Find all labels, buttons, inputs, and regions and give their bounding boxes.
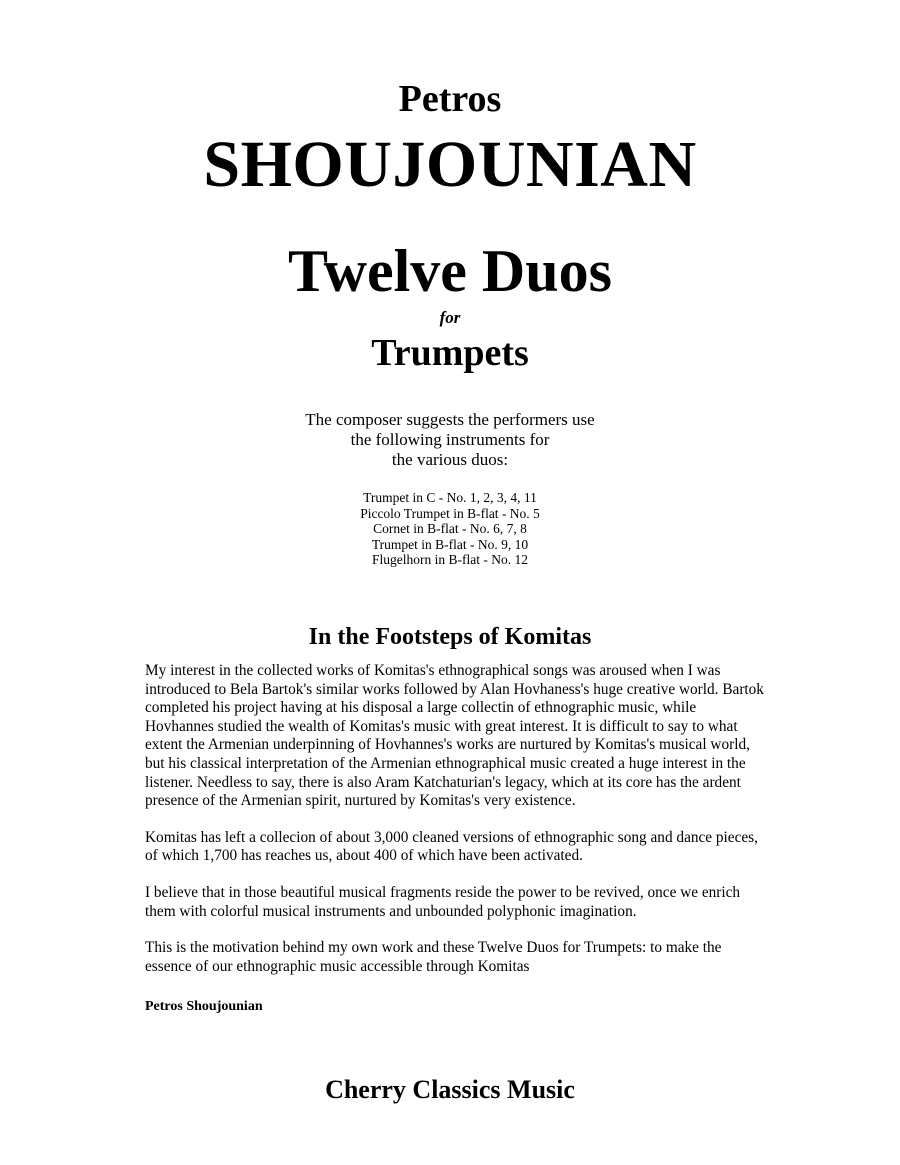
essay-line: of which 1,700 has reaches us, about 400 of which have been activated. bbox=[145, 847, 583, 865]
instrument-list-item: Trumpet in B-flat - No. 9, 10 bbox=[371, 536, 529, 552]
essay-paragraph bbox=[145, 662, 765, 811]
essay-line: Komitas has left a collecion of about 3,000 cleaned versions of ethnographic song and dance pieces, bbox=[145, 828, 758, 846]
composer-last-name: SHOUJOUNIAN bbox=[203, 128, 697, 201]
essay-paragraph bbox=[145, 829, 765, 866]
instrument-title: Trumpets bbox=[371, 332, 529, 374]
essay-line: completed his project having at his disposal a large collectin of ethnographic music, while bbox=[145, 699, 697, 717]
essay-line: them with colorful musical instruments and unbounded polyphonic imagination. bbox=[145, 902, 637, 920]
essay-paragraph bbox=[145, 939, 765, 976]
essay-line: I believe that in those beautiful musical fragments reside the power to be revived, once we enrich bbox=[145, 883, 741, 901]
essay-body bbox=[145, 662, 765, 994]
instrument-list-item: Piccolo Trumpet in B-flat - No. 5 bbox=[360, 505, 540, 521]
instrument-list-item: Trumpet in C - No. 1, 2, 3, 4, 11 bbox=[363, 490, 537, 505]
instrument-suggestion-intro bbox=[0, 410, 900, 470]
essay-line: presence of the Armenian spirit, nurtured by Komitas's very existence. bbox=[145, 792, 576, 810]
work-title: Twelve Duos bbox=[288, 238, 612, 304]
intro-line: the various duos: bbox=[391, 450, 509, 469]
essay-line: introduced to Bela Bartok's similar works followed by Alan Hovhaness's huge creative world. Bartok bbox=[145, 680, 764, 698]
instrument-list bbox=[0, 490, 900, 568]
essay-line: Hovhannes studied the wealth of Komitas's music with great interest. It is difficult to say to what bbox=[145, 717, 738, 735]
essay-heading: In the Footsteps of Komitas bbox=[308, 624, 592, 650]
intro-line: the following instruments for bbox=[350, 430, 550, 449]
essay-line: My interest in the collected works of Komitas's ethnographical songs was aroused when I was bbox=[145, 662, 721, 679]
essay-line: This is the motivation behind my own work and these Twelve Duos for Trumpets: to make the bbox=[145, 939, 722, 957]
instrument-list-item: Cornet in B-flat - No. 6, 7, 8 bbox=[373, 521, 527, 536]
essay-line: but his classical interpretation of the Armenian ethnographical music created a huge interest in the bbox=[145, 754, 746, 772]
publisher-name: Cherry Classics Music bbox=[325, 1075, 575, 1104]
essay-line: extent the Armenian underpinning of Hovhannes's works are nurtured by Komitas's musical world, bbox=[145, 736, 750, 754]
instrument-list-item: Flugelhorn in B-flat - No. 12 bbox=[372, 552, 528, 567]
essay-paragraph bbox=[145, 884, 765, 921]
composer-first-name: Petros bbox=[398, 78, 502, 120]
essay-line: essence of our ethnographic music accessible through Komitas bbox=[145, 957, 530, 975]
intro-line: The composer suggests the performers use bbox=[305, 410, 595, 429]
for-label: for bbox=[439, 308, 461, 327]
essay-signature: Petros Shoujounian bbox=[145, 999, 263, 1014]
essay-line: listener. Needless to say, there is also Aram Katchaturian's legacy, which at its core has the ardent bbox=[145, 773, 741, 791]
